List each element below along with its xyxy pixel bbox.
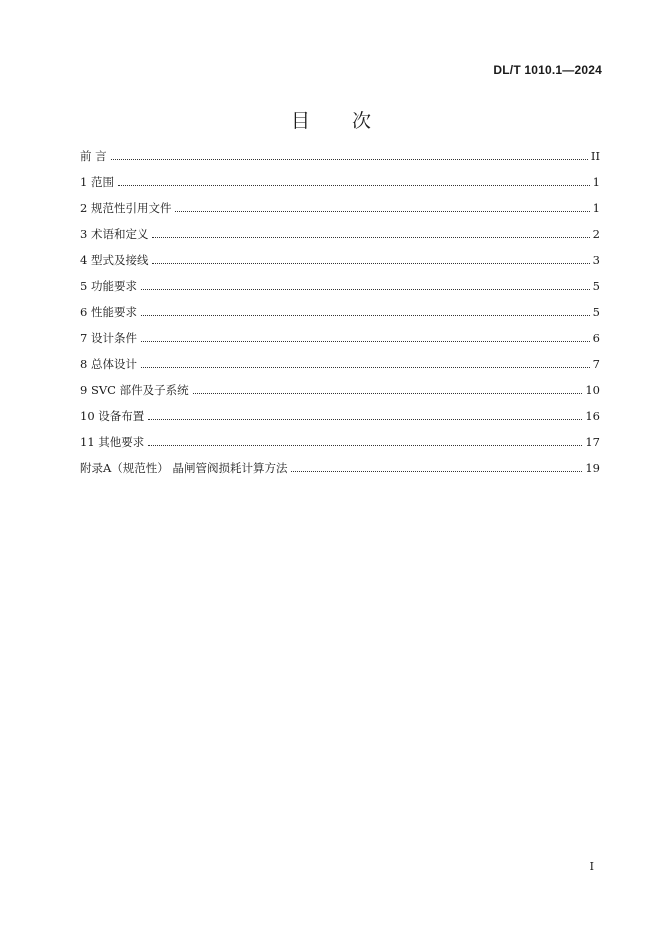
toc-entry-label: 9 SVC 部件及子系统 (80, 383, 189, 397)
toc-dot-leader (141, 340, 590, 342)
toc-entry-page: 19 (585, 461, 600, 475)
toc-entry-label: 10 设备布置 (80, 409, 145, 423)
toc-entry-page: 3 (592, 253, 600, 267)
toc-entry-types-connections[interactable] (80, 252, 600, 278)
toc-entry-label: 4 型式及接线 (80, 253, 149, 267)
table-of-contents (80, 148, 600, 486)
toc-entry-svc-components[interactable] (80, 382, 600, 408)
toc-entry-label: 11 其他要求 (80, 435, 145, 449)
toc-dot-leader (148, 418, 582, 420)
toc-entry-annex-a[interactable] (80, 460, 600, 486)
toc-entry-overall-design[interactable] (80, 356, 600, 382)
toc-entry-page: 2 (592, 227, 600, 241)
toc-dot-leader (148, 444, 582, 446)
toc-entry-label: 前 言 (80, 149, 107, 163)
toc-dot-leader (141, 288, 590, 290)
toc-entry-page: II (590, 149, 600, 163)
toc-entry-page: 16 (585, 409, 600, 423)
toc-dot-leader (141, 314, 590, 316)
toc-entry-label: 附录A（规范性） 晶闸管阀损耗计算方法 (80, 461, 288, 475)
toc-entry-label: 3 术语和定义 (80, 227, 149, 241)
toc-entry-design-conditions[interactable] (80, 330, 600, 356)
toc-entry-terms-definitions[interactable] (80, 226, 600, 252)
toc-entry-label: 7 设计条件 (80, 331, 137, 345)
toc-dot-leader (111, 158, 588, 160)
toc-entry-page: 1 (592, 175, 600, 189)
toc-entry-page: 6 (592, 331, 600, 345)
toc-entry-label: 6 性能要求 (80, 305, 137, 319)
toc-dot-leader (152, 262, 589, 264)
toc-entry-page: 1 (592, 201, 600, 215)
toc-entry-scope[interactable] (80, 174, 600, 200)
toc-entry-page: 17 (585, 435, 600, 449)
toc-dot-leader (175, 210, 589, 212)
toc-entry-foreword[interactable] (80, 148, 600, 174)
toc-entry-functional-requirements[interactable] (80, 278, 600, 304)
toc-entry-label: 1 范围 (80, 175, 114, 189)
toc-dot-leader (291, 470, 582, 472)
toc-entry-page: 10 (585, 383, 600, 397)
toc-dot-leader (193, 392, 583, 394)
page-number: I (589, 860, 594, 873)
toc-entry-performance-requirements[interactable] (80, 304, 600, 330)
toc-entry-label: 5 功能要求 (80, 279, 137, 293)
toc-dot-leader (118, 184, 590, 186)
toc-entry-label: 2 规范性引用文件 (80, 201, 172, 215)
toc-entry-page: 5 (592, 305, 600, 319)
toc-entry-page: 5 (592, 279, 600, 293)
standard-code: DL/T 1010.1—2024 (493, 63, 602, 77)
toc-title: 目 次 (290, 110, 390, 132)
toc-dot-leader (141, 366, 590, 368)
toc-dot-leader (152, 236, 589, 238)
toc-entry-page: 7 (592, 357, 600, 371)
toc-entry-equipment-layout[interactable] (80, 408, 600, 434)
toc-entry-label: 8 总体设计 (80, 357, 137, 371)
toc-entry-other-requirements[interactable] (80, 434, 600, 460)
toc-entry-normative-references[interactable] (80, 200, 600, 226)
